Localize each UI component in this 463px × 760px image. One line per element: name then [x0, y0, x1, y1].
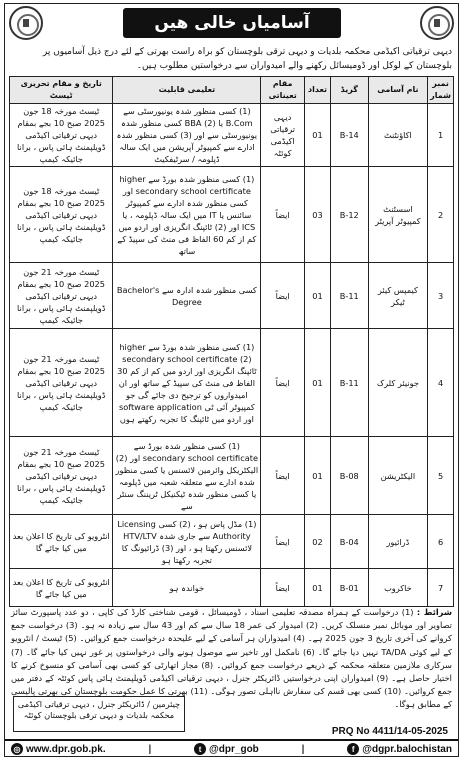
cell-test-date: ٹیسٹ مورخہ 21 جون 2025 صبح 10 بجے بمقام دیہی ترقیاتی اکیڈمی ڈویلپمنٹ ہائی پاس ، برانا جائیکہ کیمپ — [10, 437, 113, 515]
cell-posting-place: ایضاً — [261, 437, 305, 515]
cell-qualification: کسی منظور شدہ ادارہ سے Bachelor's Degree — [113, 263, 261, 329]
globe-icon: ◎ — [11, 743, 23, 755]
cell-quantity: 01 — [305, 263, 331, 329]
header-grade: گریڈ — [330, 77, 368, 104]
conditions-text: (1) درخواست کے ہمراہ مصدقہ تعلیمی اسناد ، ڈومیسائل ، قومی شناختی کارڈ کی کاپی ، دو عدد پاسپورٹ سائز تصاویر اور موبائل نمبر منسلک کریں۔ (2) امیدوار کی عمر 18 سال سے کم اور 43 سال سے زیادہ نہ ہو۔ (3) درخواست جمع کروانے کی آخری تاریخ 3 جون 2025 ہے۔ (4) امیدواران ہر آسامی کے لیے علیحدہ درخواست جمع کروائیں۔ (5) ٹیسٹ / انٹرویو کے لیے کوئی TA/DA نہیں دیا جائے گا۔ (6) نامکمل اور تاخیر سے موصول ہونے والی درخواستوں پر غور نہیں کیا جائے گا۔ (7) سرکاری ملازمین متعلقہ محکمہ کے ذریعے درخواست جمع کروائیں۔ (8) مجاز اتھارٹی کو کسی بھی آسامی کو منسوخ کرنے کا اختیار حاصل ہے۔ (9) امیدواران اپنی درخواستیں ڈائریکٹر جنرل ، دیہی ترقیاتی اکیڈمی ڈویلپمنٹ ہائی پاس کوئٹہ کے دفتر میں جمع کروائیں۔ (10) کسی بھی قسم کی سفارش نااہلی تصور ہوگی۔ (11) بھرتی کا عمل حکومت بلوچستان کی بھرتی پالیسی کے مطابق ہوگا۔ — [11, 607, 452, 710]
cell-serial: 7 — [428, 569, 454, 607]
header-serial: نمبر شمار — [428, 77, 454, 104]
cell-grade: B-08 — [330, 437, 368, 515]
header-test-date: تاریخ و مقام تحریری ٹیسٹ — [10, 77, 113, 104]
cell-serial: 3 — [428, 263, 454, 329]
cell-test-date: انٹرویو کی تاریخ کا اعلان بعد میں کیا جائے گا — [10, 515, 113, 569]
cell-test-date: ٹیسٹ مورخہ 21 جون 2025 صبح 10 بجے بمقام دیہی ترقیاتی اکیڈمی ڈویلپمنٹ ہائی پاس ، برانا جائیکہ کیمپ — [10, 263, 113, 329]
facebook-handle[interactable]: @dgpr.balochistan — [362, 743, 452, 755]
emblem-logo-left — [9, 6, 43, 40]
cell-test-date: ٹیسٹ مورخہ 18 جون 2025 صبح 10 بجے بمقام دیہی ترقیاتی اکیڈمی ڈویلپمنٹ ہائی پاس ، برانا جائیکہ کیمپ — [10, 104, 113, 167]
cell-posting-place: ایضاً — [261, 263, 305, 329]
signature-box — [13, 696, 185, 732]
cell-qualification: (1) کسی منظور شدہ بورڈ سے higher secondary school certificate اور کسی منظور شدہ ادارے سے کمپیوٹر سائنس یا IT میں ایک سالہ ڈپلومہ ، یا ICS اور (2) ٹائپنگ انگریزی اور اردو میں کم از کم 60 الفاظ فی منٹ کی سپیڈ کے ساتھ — [113, 167, 261, 263]
cell-test-date: انٹرویو کی تاریخ کا اعلان بعد میں کیا جائے گا — [10, 569, 113, 607]
table-row — [10, 104, 454, 167]
cell-qualification: (1) مڈل پاس ہو ، (2) کسی Licensing Authority سے جاری شدہ HTV/LTV لائسنس رکھتا ہو ، اور (3) ڈرائیونگ کا تجربہ رکھتا ہو — [113, 515, 261, 569]
cell-serial: 6 — [428, 515, 454, 569]
cell-serial: 2 — [428, 167, 454, 263]
footer — [5, 739, 458, 757]
cell-qualification: (1) کسی منظور شدہ بورڈ سے secondary school certificate اور (2) الیکٹریکل وائرمین لائسنس یا کسی منظور شدہ ادارے سے متعلقہ شعبہ میں ڈپلومہ یا کسی منظور شدہ ٹیکنیکل ٹریننگ سنٹر سے — [113, 437, 261, 515]
cell-quantity: 02 — [305, 515, 331, 569]
header-quantity: تعداد — [305, 77, 331, 104]
cell-posting-place: دیہی ترقیاتی اکیڈمی کوئٹہ — [261, 104, 305, 167]
emblem-logo-right — [420, 6, 454, 40]
footer-separator: | — [301, 743, 305, 755]
signature-line-2: محکمہ بلدیات و دیہی ترقی بلوچستان کوئٹہ — [23, 710, 175, 720]
cell-serial: 4 — [428, 329, 454, 437]
cell-qualification: (1) کسی منظور شدہ یونیورسٹی سے B.Com یا (2) BBA کسی منظور شدہ یونیورسٹی سے اور (3) کسی منظور شدہ ادارے سے کمپیوٹر آپریشن میں ایک سالہ ڈپلومہ / سرٹیفکیٹ — [113, 104, 261, 167]
page-title: آسامیاں خالی ھیں — [123, 8, 341, 38]
advertisement-page — [4, 3, 459, 757]
footer-twitter[interactable] — [194, 743, 259, 755]
cell-grade: B-11 — [330, 329, 368, 437]
cell-test-date: ٹیسٹ مورخہ 18 جون 2025 صبح 10 بجے بمقام دیہی ترقیاتی اکیڈمی ڈویلپمنٹ ہائی پاس ، برانا جائیکہ کیمپ — [10, 167, 113, 263]
cell-quantity: 01 — [305, 329, 331, 437]
facebook-icon: f — [347, 743, 359, 755]
cell-qualification: (1) کسی منظور شدہ بورڈ سے higher secondary school certificate (2) ٹائپنگ انگریزی اور اردو میں کم از کم 30 الفاظ فی منٹ کی سپیڈ کے ساتھ اور ان امیدواروں کو ترجیح دی جائے گی جو کمپیوٹر آئی ٹی software application اور اردو میں ٹائپنگ کا تجربہ رکھتے ہوں — [113, 329, 261, 437]
table-row — [10, 437, 454, 515]
cell-post-name: جونیئر کلرک — [368, 329, 428, 437]
cell-serial: 1 — [428, 104, 454, 167]
cell-grade: B-14 — [330, 104, 368, 167]
prq-number: PRQ No 4411/14-05-2025 — [331, 726, 448, 737]
cell-serial: 5 — [428, 437, 454, 515]
cell-quantity: 01 — [305, 569, 331, 607]
table-row — [10, 263, 454, 329]
vacancies-table — [9, 76, 454, 607]
cell-posting-place: ایضاً — [261, 167, 305, 263]
cell-post-name: اسسٹنٹ کمپیوٹر آپریٹر — [368, 167, 428, 263]
cell-qualification: خواندہ ہو — [113, 569, 261, 607]
twitter-handle[interactable]: @dpr_gob — [209, 743, 259, 755]
cell-quantity: 01 — [305, 104, 331, 167]
cell-posting-place: ایضاً — [261, 569, 305, 607]
intro-text: دیہی ترقیاتی اکیڈمی محکمہ بلدیات و دیہی ترقی بلوچستان کو براہ راست بھرتی کے لئے درج ذیل آسامیوں پر بلوچستان کے لوکل اور ڈومیسائل رکھنے والے امیدواران سے درخواستیں مطلوب ہیں۔ — [42, 47, 452, 71]
cell-post-name: ڈرائیور — [368, 515, 428, 569]
cell-quantity: 03 — [305, 167, 331, 263]
cell-quantity: 01 — [305, 437, 331, 515]
footer-facebook[interactable] — [347, 743, 452, 755]
twitter-icon: t — [194, 743, 206, 755]
signature-line-1: چیئرمین / ڈائریکٹر جنرل ، دیہی ترقیاتی اکیڈمی — [17, 699, 181, 709]
header-posting-place: مقام تعیناتی — [261, 77, 305, 104]
cell-post-name: خاکروب — [368, 569, 428, 607]
table-row — [10, 515, 454, 569]
cell-post-name: الیکٹریشن — [368, 437, 428, 515]
cell-post-name: کیمپس کیئر ٹیکر — [368, 263, 428, 329]
table-row — [10, 569, 454, 607]
cell-grade: B-04 — [330, 515, 368, 569]
cell-post-name: اکاؤنٹنٹ — [368, 104, 428, 167]
table-row — [10, 329, 454, 437]
header-qualification: تعلیمی قابلیت — [113, 77, 261, 104]
cell-grade: B-11 — [330, 263, 368, 329]
website-link[interactable]: www.dpr.gob.pk. — [26, 743, 106, 755]
header — [5, 4, 458, 44]
conditions-heading: شرائط : — [416, 607, 452, 617]
header-post-name: نام آسامی — [368, 77, 428, 104]
cell-posting-place: ایضاً — [261, 329, 305, 437]
footer-website[interactable] — [11, 743, 106, 755]
cell-grade: B-01 — [330, 569, 368, 607]
table-row — [10, 167, 454, 263]
cell-grade: B-12 — [330, 167, 368, 263]
footer-separator: | — [148, 743, 152, 755]
table-header-row — [10, 77, 454, 104]
cell-posting-place: ایضاً — [261, 515, 305, 569]
cell-test-date: ٹیسٹ مورخہ 21 جون 2025 صبح 10 بجے بمقام دیہی ترقیاتی اکیڈمی ڈویلپمنٹ ہائی پاس ، برانا جائیکہ کیمپ — [10, 329, 113, 437]
